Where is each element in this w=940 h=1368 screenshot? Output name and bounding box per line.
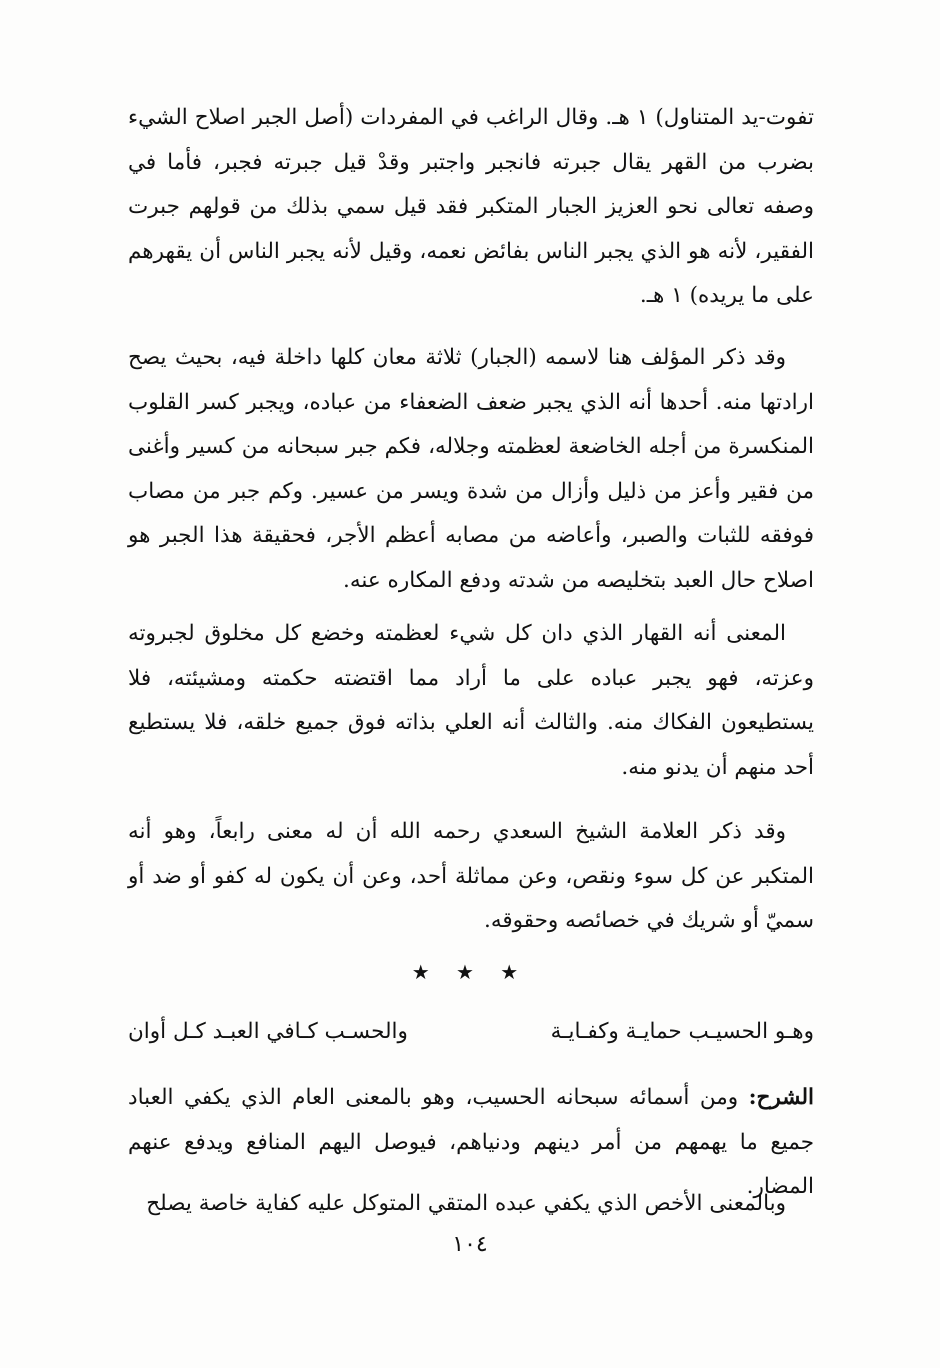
section-separator-stars: ★ ★ ★ (411, 960, 529, 984)
commentary-text: ومن أسمائه سبحانه الحسيب، وهو بالمعنى العام الذي يكفي العباد جميع ما يهمهم من أمر دينهم ودنياهم، فيوصل اليهم المنافع ويدفع عنهم المضار. (128, 1085, 814, 1199)
verse-second-hemistich: والحسـب كـافي العبـد كـل أوان (128, 1019, 408, 1044)
paragraph-1 (128, 96, 814, 319)
paragraph-1-text: تفوت-يد المتناول) ١ هـ. وقال الراغب في المفردات (أصل الجبر اصلاح الشيء بضرب من القهر يقال جبرته فانجبر واجتبر وقدْ قيل جبرته فجبر، فأما في وصفه تعالى نحو العزيز الجبار المتكبر فقد قيل سمي بذلك من قولهم جبرت الفقير، لأنه هو الذي يجبر الناس بفائض نعمه، وقيل لأنه يجبر الناس أن يقهرهم على ما يريده) ١ هـ. (128, 105, 814, 308)
paragraph-4-text: وقد ذكر العلامة الشيخ السعدي رحمه الله أن له معنى رابعاً، وهو أنه المتكبر عن كل سوء ونقص، وعن مماثلة أحد، وعن أن يكون له كفو أو ضد أو سميّ أو شريك في خصائصه وحقوقه. (128, 819, 814, 933)
paragraph-3-text: المعنى أنه القهار الذي دان كل شيء لعظمته وخضع كل مخلوق لجبروته وعزته، فهو يجبر عباده على ما أراد مما اقتضته حكمته ومشيئته، فلا يستطيعون الفكاك منه. والثالث أنه العلي بذاته فوق جميع خلقه، فلا يستطيع أحد منهم أن يدنو منه. (128, 621, 814, 780)
commentary-label: الشرح: (748, 1085, 814, 1110)
paragraph-2-text: وقد ذكر المؤلف هنا لاسمه (الجبار) ثلاثة معان كلها داخلة فيه، بحيث يصح ارادتها منه. أحدها أنه الذي يجبر ضعف الضعفاء من عباده، ويجبر كسر القلوب المنكسرة من أجله الخاضعة لعظمته وجلاله، فكم جبر سبحانه من كسير وأغنى من فقير وأعز من ذليل وأزال من شدة ويسر من عسير. وكم جبر من مصاب فوفقه للثبات والصبر، وأعاضه من مصابه أعظم الأجر، فحقيقة هذا الجبر هو اصلاح حال العبد بتخليصه من شدته ودفع المكاره عنه. (128, 345, 814, 593)
page-number: ١٠٤ (452, 1232, 488, 1257)
paragraph-3 (128, 612, 814, 790)
paragraph-2 (128, 336, 814, 603)
paragraph-7-text: وبالمعنى الأخص الذي يكفي عبده المتقي المتوكل عليه كفاية خاصة يصلح (146, 1191, 786, 1216)
poem-verse (128, 1010, 814, 1054)
paragraph-7 (128, 1182, 814, 1227)
paragraph-4 (128, 810, 814, 944)
verse-first-hemistich: وهـو الحسيـب حمايـة وكفـايـة (550, 1019, 814, 1044)
